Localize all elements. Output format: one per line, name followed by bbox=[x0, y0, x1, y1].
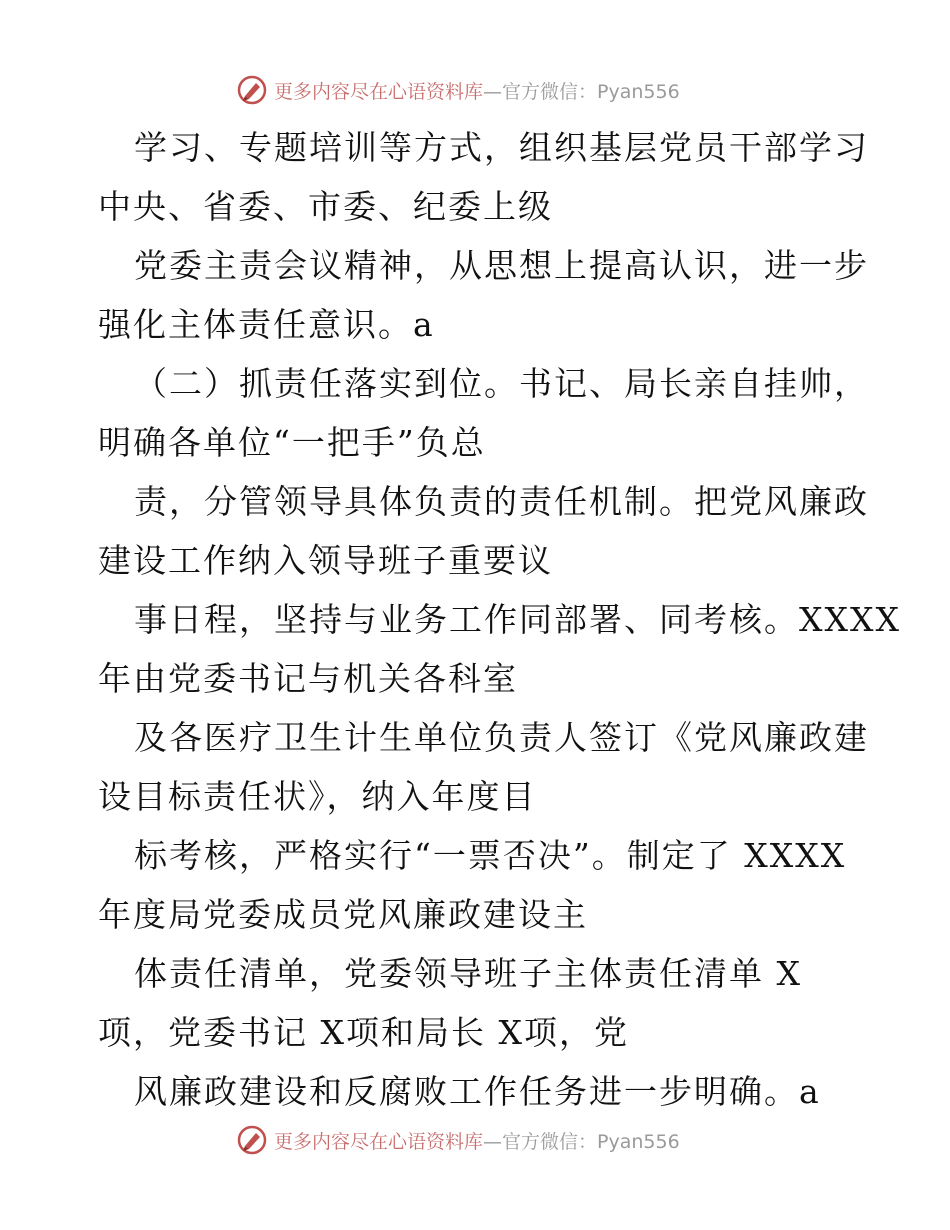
text-line: 年度局党委成员党风廉政建设主 bbox=[98, 895, 588, 934]
watermark-text bbox=[274, 1127, 680, 1154]
watermark-wechat-text: —官方微信：Pyan556 bbox=[483, 1130, 680, 1153]
text-line: 风廉政建设和反腐败工作任务进一步明确。a bbox=[134, 1072, 821, 1111]
header-watermark bbox=[236, 72, 680, 108]
watermark-main-text: 更多内容尽在心语资料库 bbox=[274, 1130, 484, 1153]
text-line: 体责任清单，党委领导班子主体责任清单 X bbox=[134, 954, 802, 993]
watermark-main-text: 更多内容尽在心语资料库 bbox=[274, 80, 484, 103]
watermark-text bbox=[274, 77, 680, 104]
text-line: 及各医疗卫生计生单位负责人签订《党风廉政建 bbox=[134, 718, 869, 757]
text-line: 标考核，严格实行“一票否决”。制定了 XXXX bbox=[134, 836, 847, 875]
text-line: 项，党委书记 X项和局长 X项，党 bbox=[98, 1013, 629, 1052]
text-line: 年由党委书记与机关各科室 bbox=[98, 659, 518, 698]
text-line: 设目标责任状》，纳入年度目 bbox=[98, 777, 537, 816]
text-line: 学习、专题培训等方式，组织基层党员干部学习 bbox=[134, 128, 869, 167]
pen-logo-icon bbox=[236, 1124, 268, 1156]
text-line: 建设工作纳入领导班子重要议 bbox=[98, 541, 553, 580]
document-body bbox=[98, 118, 901, 1121]
text-line: 事日程，坚持与业务工作同部署、同考核。XXXX bbox=[134, 600, 901, 639]
text-line: 明确各单位“一把手”负总 bbox=[98, 423, 486, 462]
pen-logo-icon bbox=[236, 74, 268, 106]
text-line: 责，分管领导具体负责的责任机制。把党风廉政 bbox=[134, 482, 869, 521]
text-line: 党委主责会议精神，从思想上提高认识，进一步 bbox=[134, 246, 869, 285]
footer-watermark bbox=[236, 1122, 680, 1158]
text-line: 中央、省委、市委、纪委上级 bbox=[98, 187, 553, 226]
watermark-wechat-text: —官方微信：Pyan556 bbox=[483, 80, 680, 103]
text-line: 强化主体责任意识。a bbox=[98, 305, 435, 344]
text-line: （二）抓责任落实到位。书记、局长亲自挂帅， bbox=[134, 364, 869, 403]
